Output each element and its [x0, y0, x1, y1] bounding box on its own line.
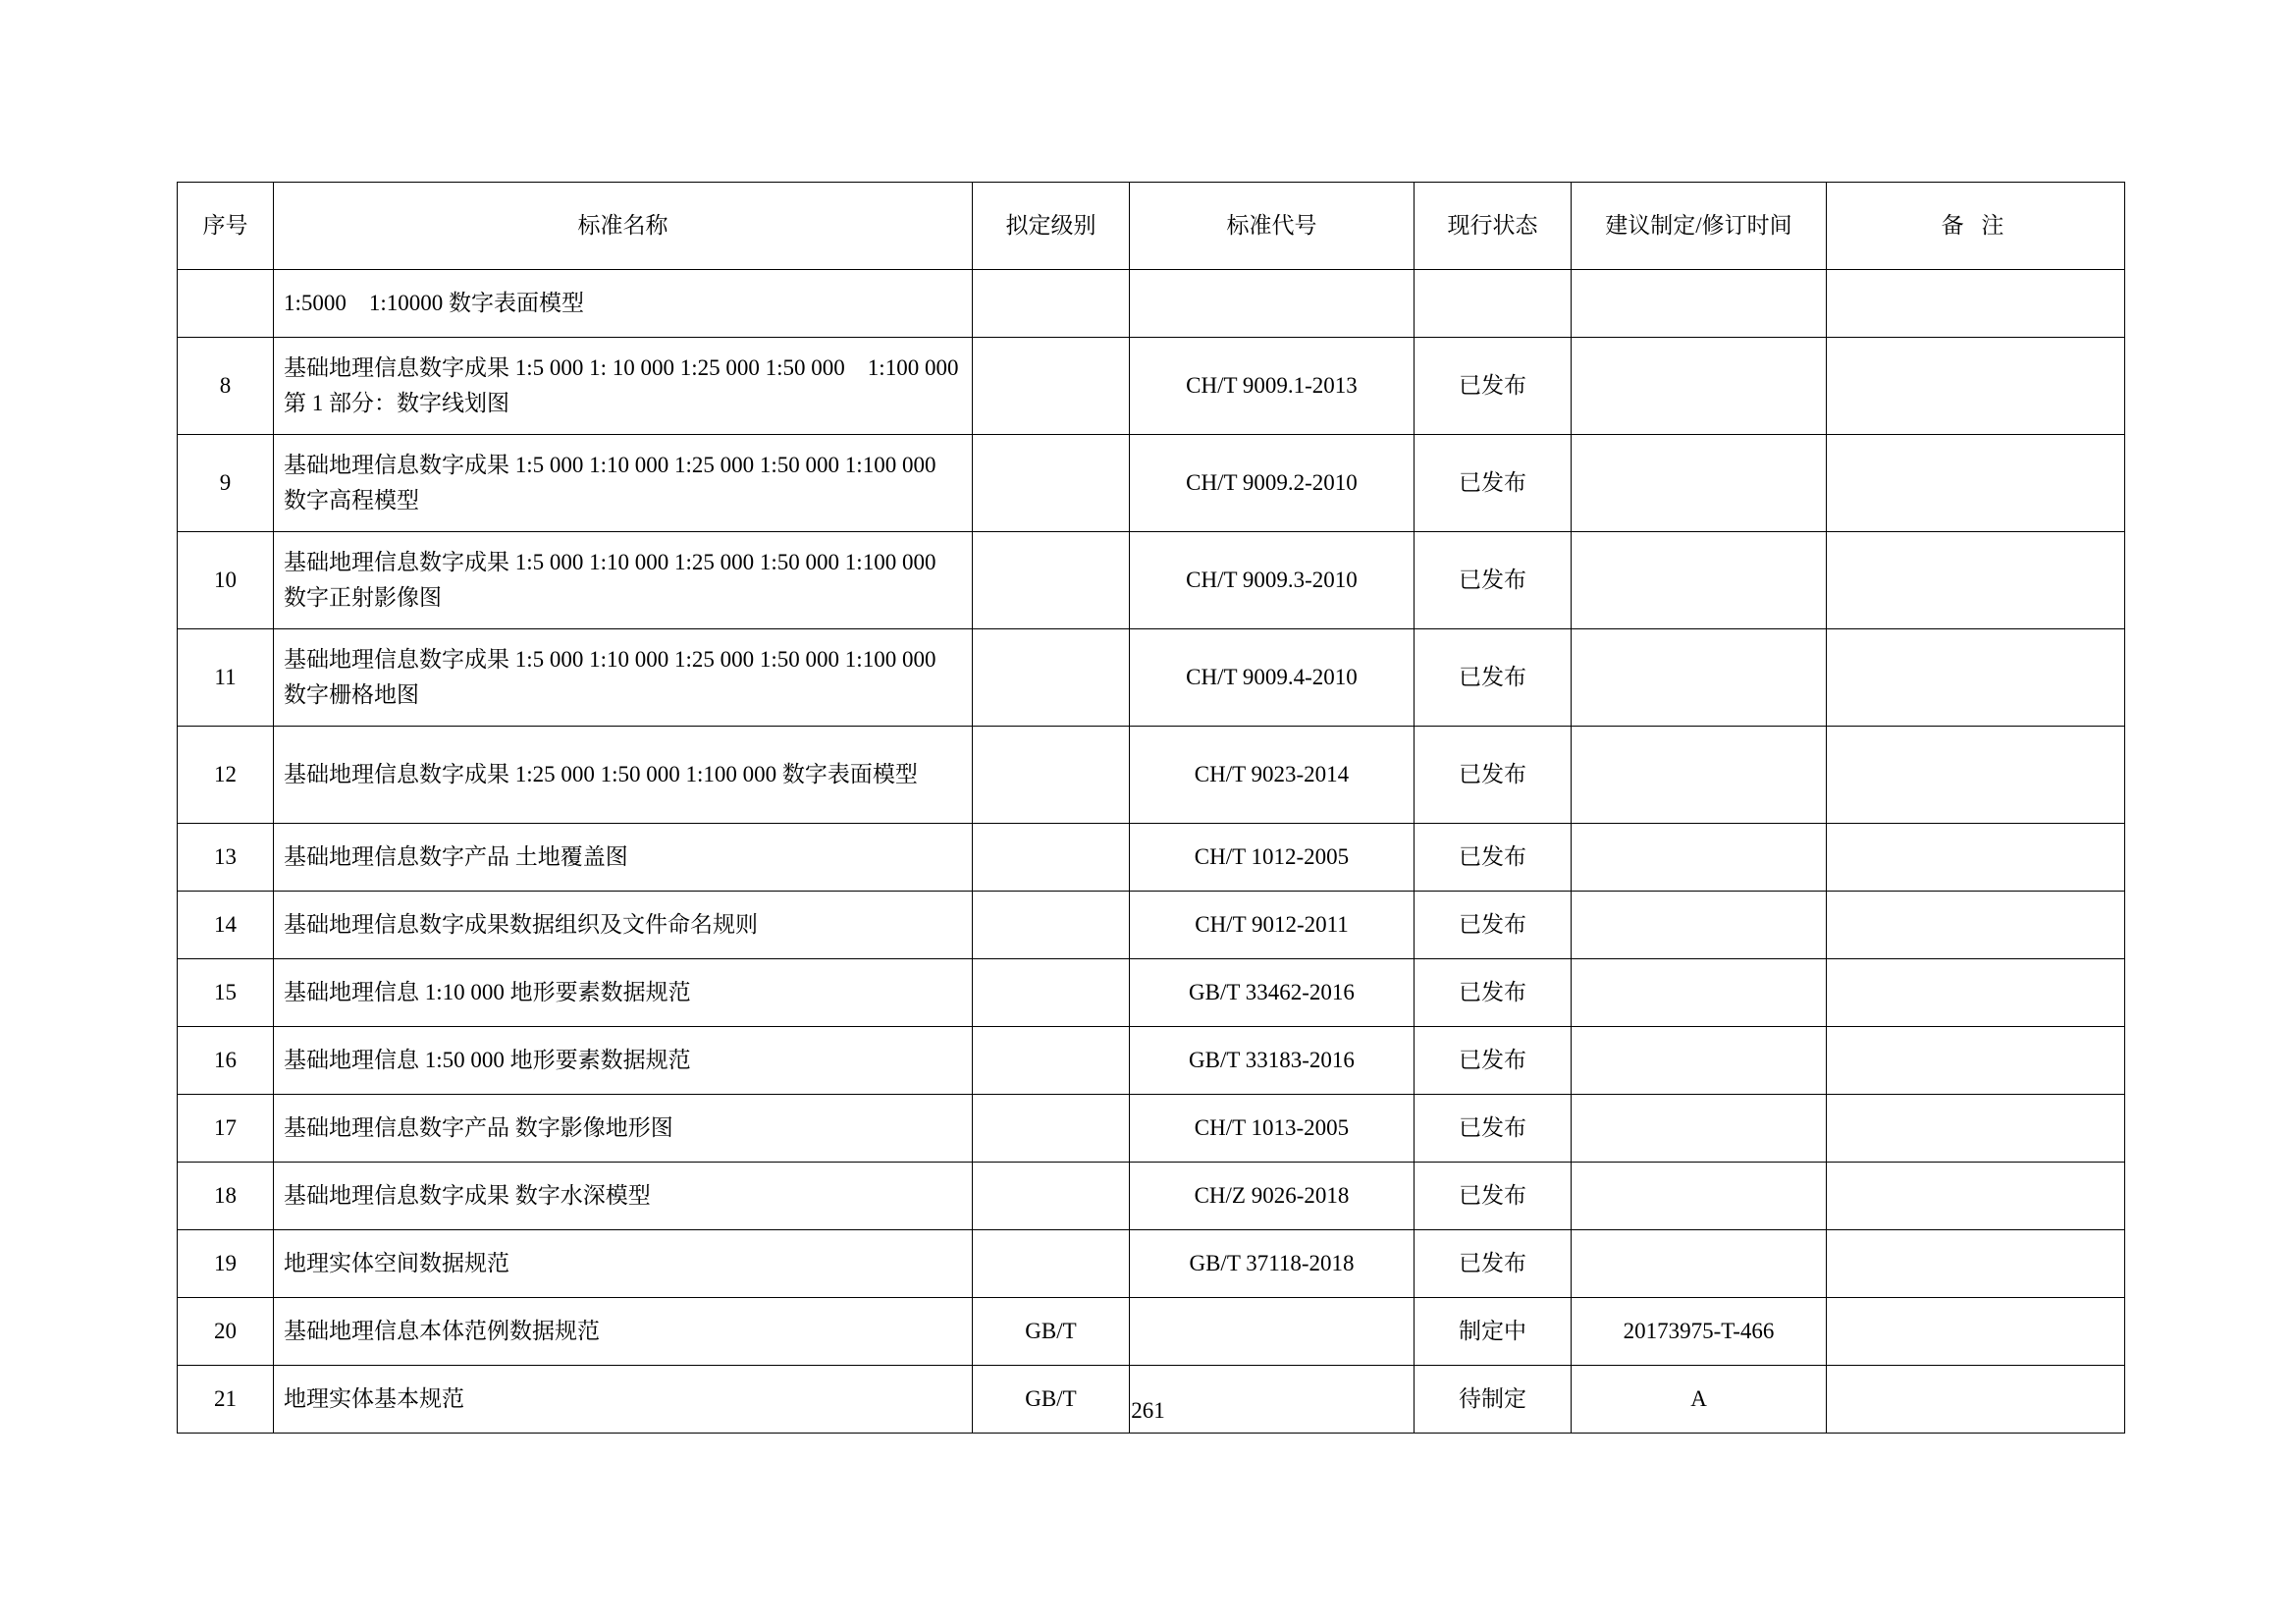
table-row — [178, 629, 2125, 727]
cell-name: 地理实体空间数据规范 — [274, 1230, 973, 1298]
cell-name: 基础地理信息数字成果 1:5 000 1:10 000 1:25 000 1:50 000 1:100 000 数字高程模型 — [274, 435, 973, 532]
cell-seq: 9 — [178, 435, 274, 532]
cell-level: GB/T — [973, 1366, 1130, 1434]
cell-seq: 15 — [178, 959, 274, 1027]
table-row — [178, 892, 2125, 959]
cell-note — [1827, 1027, 2125, 1095]
cell-status: 已发布 — [1415, 1027, 1572, 1095]
table-row — [178, 1095, 2125, 1163]
cell-status: 待制定 — [1415, 1366, 1572, 1434]
cell-status: 已发布 — [1415, 338, 1572, 435]
cell-note — [1827, 959, 2125, 1027]
cell-seq: 13 — [178, 824, 274, 892]
cell-status: 已发布 — [1415, 1163, 1572, 1230]
cell-time — [1572, 270, 1827, 338]
column-header-code: 标准代号 — [1130, 183, 1415, 270]
cell-name: 基础地理信息数字成果 1:5 000 1:10 000 1:25 000 1:50 000 1:100 000 数字栅格地图 — [274, 629, 973, 727]
cell-level: GB/T — [973, 1298, 1130, 1366]
table-row — [178, 824, 2125, 892]
cell-time — [1572, 1163, 1827, 1230]
table-row — [178, 1230, 2125, 1298]
table-header-row — [178, 183, 2125, 270]
table-row — [178, 532, 2125, 629]
standards-table — [177, 182, 2125, 1434]
table-row — [178, 1298, 2125, 1366]
table-row — [178, 959, 2125, 1027]
cell-level — [973, 1230, 1130, 1298]
cell-level — [973, 824, 1130, 892]
cell-note — [1827, 727, 2125, 824]
cell-status: 已发布 — [1415, 1095, 1572, 1163]
table-row — [178, 1163, 2125, 1230]
cell-code: GB/T 37118-2018 — [1130, 1230, 1415, 1298]
table-row — [178, 1027, 2125, 1095]
cell-level — [973, 532, 1130, 629]
cell-status: 制定中 — [1415, 1298, 1572, 1366]
table-body — [178, 270, 2125, 1434]
cell-level — [973, 270, 1130, 338]
table-row — [178, 270, 2125, 338]
cell-level — [973, 1095, 1130, 1163]
cell-time: 20173975-T-466 — [1572, 1298, 1827, 1366]
cell-time — [1572, 532, 1827, 629]
column-header-status: 现行状态 — [1415, 183, 1572, 270]
cell-time — [1572, 727, 1827, 824]
cell-level — [973, 629, 1130, 727]
cell-note — [1827, 629, 2125, 727]
cell-time — [1572, 959, 1827, 1027]
cell-name: 基础地理信息数字成果 数字水深模型 — [274, 1163, 973, 1230]
cell-code: GB/T 33462-2016 — [1130, 959, 1415, 1027]
cell-time — [1572, 629, 1827, 727]
cell-seq: 18 — [178, 1163, 274, 1230]
cell-name: 基础地理信息数字产品 土地覆盖图 — [274, 824, 973, 892]
cell-code: CH/T 1012-2005 — [1130, 824, 1415, 892]
cell-status — [1415, 270, 1572, 338]
cell-name: 基础地理信息数字成果数据组织及文件命名规则 — [274, 892, 973, 959]
cell-status: 已发布 — [1415, 532, 1572, 629]
cell-status: 已发布 — [1415, 435, 1572, 532]
cell-note — [1827, 892, 2125, 959]
column-header-seq: 序号 — [178, 183, 274, 270]
cell-name: 基础地理信息 1:50 000 地形要素数据规范 — [274, 1027, 973, 1095]
cell-code: GB/T 33183-2016 — [1130, 1027, 1415, 1095]
cell-name: 基础地理信息本体范例数据规范 — [274, 1298, 973, 1366]
cell-level — [973, 435, 1130, 532]
cell-time — [1572, 1095, 1827, 1163]
cell-time — [1572, 824, 1827, 892]
table-row — [178, 338, 2125, 435]
cell-name: 基础地理信息数字成果 1:25 000 1:50 000 1:100 000 数字表面模型 — [274, 727, 973, 824]
cell-name: 基础地理信息数字成果 1:5 000 1: 10 000 1:25 000 1:50 000 1:100 000 第 1 部分：数字线划图 — [274, 338, 973, 435]
cell-time — [1572, 338, 1827, 435]
cell-status: 已发布 — [1415, 959, 1572, 1027]
cell-seq: 17 — [178, 1095, 274, 1163]
cell-note — [1827, 824, 2125, 892]
cell-note — [1827, 270, 2125, 338]
cell-level — [973, 727, 1130, 824]
cell-time — [1572, 892, 1827, 959]
cell-note — [1827, 435, 2125, 532]
cell-seq: 11 — [178, 629, 274, 727]
cell-seq: 16 — [178, 1027, 274, 1095]
table-header — [178, 183, 2125, 270]
cell-note — [1827, 1230, 2125, 1298]
cell-note — [1827, 1298, 2125, 1366]
cell-code: CH/T 9009.4-2010 — [1130, 629, 1415, 727]
cell-note — [1827, 1095, 2125, 1163]
cell-seq: 8 — [178, 338, 274, 435]
cell-level — [973, 338, 1130, 435]
cell-level — [973, 1027, 1130, 1095]
cell-code: CH/T 9012-2011 — [1130, 892, 1415, 959]
cell-status: 已发布 — [1415, 892, 1572, 959]
cell-status: 已发布 — [1415, 824, 1572, 892]
column-header-level: 拟定级别 — [973, 183, 1130, 270]
cell-name: 基础地理信息数字产品 数字影像地形图 — [274, 1095, 973, 1163]
cell-seq: 14 — [178, 892, 274, 959]
cell-note — [1827, 338, 2125, 435]
column-header-name: 标准名称 — [274, 183, 973, 270]
column-header-note: 备 注 — [1827, 183, 2125, 270]
cell-code: CH/T 9009.2-2010 — [1130, 435, 1415, 532]
cell-seq: 20 — [178, 1298, 274, 1366]
cell-name: 1:5000 1:10000 数字表面模型 — [274, 270, 973, 338]
column-header-time: 建议制定/修订时间 — [1572, 183, 1827, 270]
cell-name: 基础地理信息 1:10 000 地形要素数据规范 — [274, 959, 973, 1027]
cell-note — [1827, 532, 2125, 629]
cell-status: 已发布 — [1415, 1230, 1572, 1298]
page-number: 261 — [1131, 1398, 1165, 1423]
cell-name: 地理实体基本规范 — [274, 1366, 973, 1434]
table-row — [178, 727, 2125, 824]
cell-code: CH/T 9009.1-2013 — [1130, 338, 1415, 435]
cell-time — [1572, 1230, 1827, 1298]
cell-code: CH/T 1013-2005 — [1130, 1095, 1415, 1163]
cell-level — [973, 1163, 1130, 1230]
cell-time: A — [1572, 1366, 1827, 1434]
cell-time — [1572, 435, 1827, 532]
table-row — [178, 435, 2125, 532]
cell-seq: 12 — [178, 727, 274, 824]
cell-level — [973, 959, 1130, 1027]
cell-code: CH/T 9023-2014 — [1130, 727, 1415, 824]
cell-status: 已发布 — [1415, 629, 1572, 727]
cell-code: CH/Z 9026-2018 — [1130, 1163, 1415, 1230]
cell-status: 已发布 — [1415, 727, 1572, 824]
cell-note — [1827, 1163, 2125, 1230]
cell-name: 基础地理信息数字成果 1:5 000 1:10 000 1:25 000 1:50 000 1:100 000 数字正射影像图 — [274, 532, 973, 629]
cell-seq: 21 — [178, 1366, 274, 1434]
cell-seq — [178, 270, 274, 338]
cell-code: CH/T 9009.3-2010 — [1130, 532, 1415, 629]
cell-level — [973, 892, 1130, 959]
cell-code — [1130, 270, 1415, 338]
cell-code — [1130, 1298, 1415, 1366]
cell-time — [1572, 1027, 1827, 1095]
cell-seq: 10 — [178, 532, 274, 629]
cell-seq: 19 — [178, 1230, 274, 1298]
